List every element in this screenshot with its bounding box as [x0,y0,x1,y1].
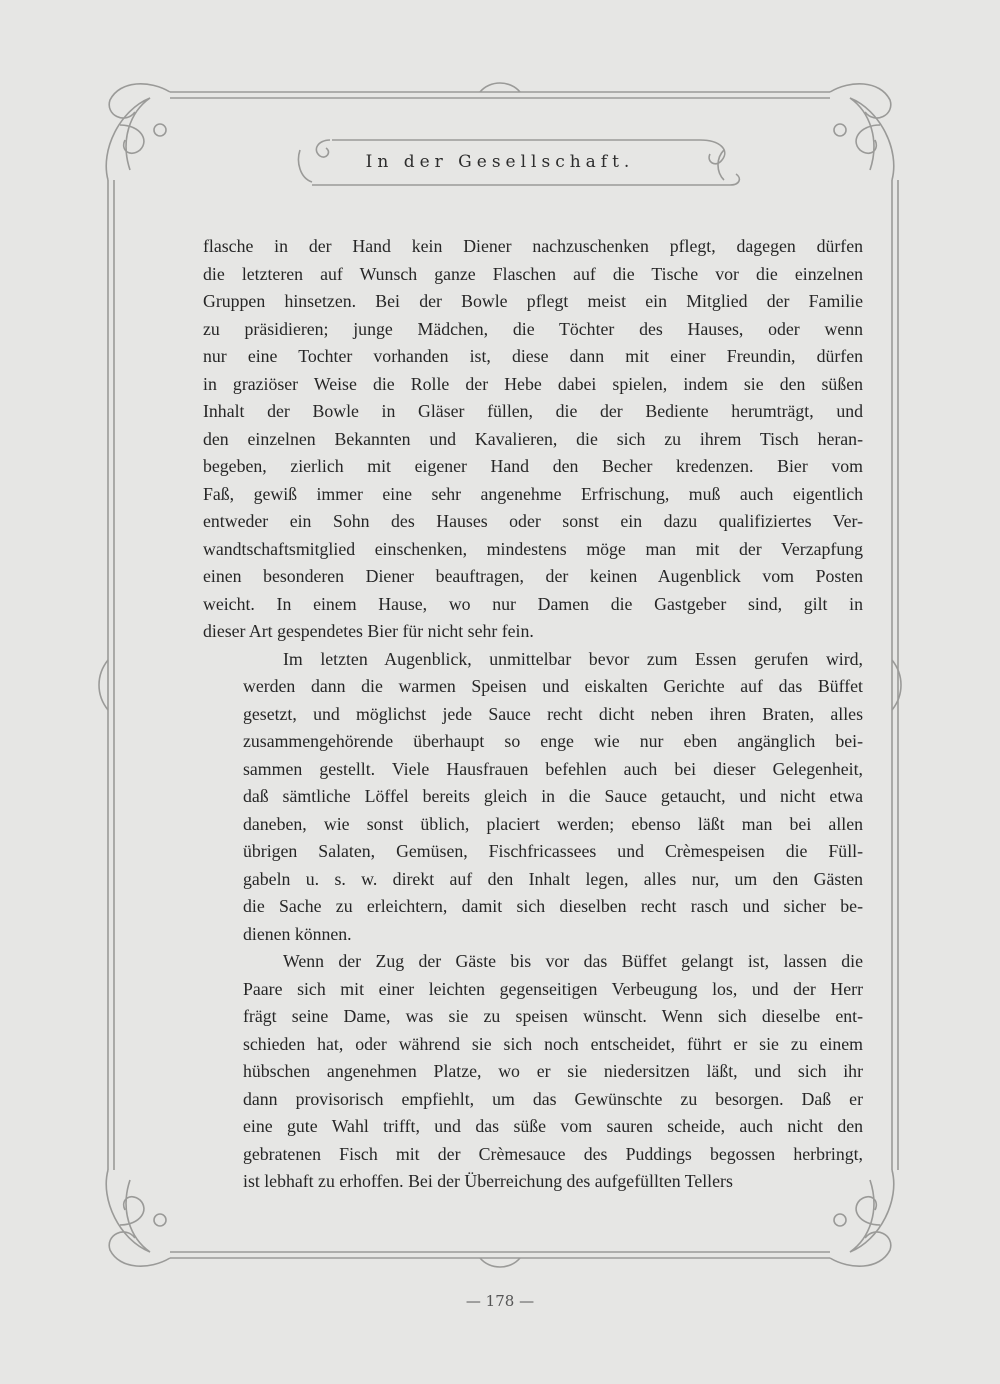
text-line: wandtschaftsmitglied einschenken, mindestens möge man mit der Verzapfung [203,538,863,559]
text-line: gabeln u. s. w. direkt auf den Inhalt legen, alles nur, um den Gästen [243,868,863,889]
running-title: In der Gesellschaft. [365,152,635,172]
text-line: entweder ein Sohn des Hauses oder sonst ein dazu qualifiziertes Ver- [203,511,863,531]
text-line: in graziöser Weise die Rolle der Hebe dabei spielen, indem sie den süßen [203,373,863,394]
text-line: dann provisorisch empfiehlt, um das Gewünschte zu besorgen. Daß er [243,1088,863,1109]
text-line: übrigen Salaten, Gemüsen, Fischfricassees und Crèmespeisen die Füll- [243,841,863,861]
text-line: Faß, gewiß immer eine sehr angenehme Erfrischung, muß auch eigentlich [203,483,863,504]
text-line: dienen können. [243,923,352,944]
text-line: Gruppen hinsetzen. Bei der Bowle pflegt meist ein Mitglied der Familie [203,291,863,311]
text-line: hübschen angenehmen Platze, wo er sie niedersitzen läßt, und sich ihr [243,1061,863,1081]
text-line: gebratenen Fisch mit der Crèmesauce des Puddings begossen herbringt, [243,1143,863,1164]
text-line: ist lebhaft zu erhoffen. Bei der Überreichung des aufgefüllten Tellers [243,1171,733,1191]
main-text [203,233,863,1196]
text-line: nur eine Tochter vorhanden ist, diese dann mit einer Freundin, dürfen [203,346,863,366]
text-line: einen besonderen Diener beauftragen, der keinen Augenblick vom Posten [203,566,863,586]
text-line: daß sämtliche Löffel bereits gleich in die Sauce getaucht, und nicht etwa [243,786,863,806]
text-line: den einzelnen Bekannten und Kavalieren, die sich zu ihrem Tisch heran- [203,428,863,449]
text-line: frägt seine Dame, was sie zu speisen wünscht. Wenn sich dieselbe ent- [243,1006,863,1026]
text-line: schieden hat, oder während sie sich noch entscheidet, führt er sie zu einem [243,1033,863,1054]
text-line: eine gute Wahl trifft, und das süße vom sauren scheide, auch nicht den [243,1116,863,1136]
paragraph [203,948,863,1196]
text-line: zusammengehörende überhaupt so enge wie nur eben angänglich bei- [243,731,863,751]
paragraph [203,233,863,646]
text-line: flasche in der Hand kein Diener nachzuschenken pflegt, dagegen dürfen [203,236,863,256]
text-line: die Sache zu erleichtern, damit sich dieselben recht rasch und sicher be- [243,896,863,916]
text-line: Paare sich mit einer leichten gegenseitigen Verbeugung los, und der Herr [243,978,863,999]
page-number: — 178 — [465,1292,535,1310]
paragraph [203,646,863,949]
text-line: weicht. In einem Hause, wo nur Damen die Gastgeber sind, gilt in [203,593,863,614]
text-line: zu präsidieren; junge Mädchen, die Töchter des Hauses, oder wenn [203,318,863,339]
text-line: sammen gestellt. Viele Hausfrauen befehlen auch bei dieser Gelegenheit, [243,758,863,779]
text-line: werden dann die warmen Speisen und eiskalten Gerichte auf das Büffet [243,676,863,696]
text-line: dieser Art gespendetes Bier für nicht sehr fein. [203,621,534,641]
text-line: begeben, zierlich mit eigener Hand den Becher kredenzen. Bier vom [203,456,863,476]
text-line: daneben, wie sonst üblich, placiert werden; ebenso läßt man bei allen [243,813,863,834]
text-line: Inhalt der Bowle in Gläser füllen, die der Bediente herumträgt, und [203,401,863,421]
text-line: die letzteren auf Wunsch ganze Flaschen auf die Tische vor die einzelnen [203,263,863,284]
text-line: gesetzt, und möglichst jede Sauce recht dicht neben ihren Braten, alles [243,703,863,724]
text-line: Im letzten Augenblick, unmittelbar bevor zum Essen gerufen wird, [283,648,863,669]
text-line: Wenn der Zug der Gäste bis vor das Büffet gelangt ist, lassen die [283,951,863,971]
